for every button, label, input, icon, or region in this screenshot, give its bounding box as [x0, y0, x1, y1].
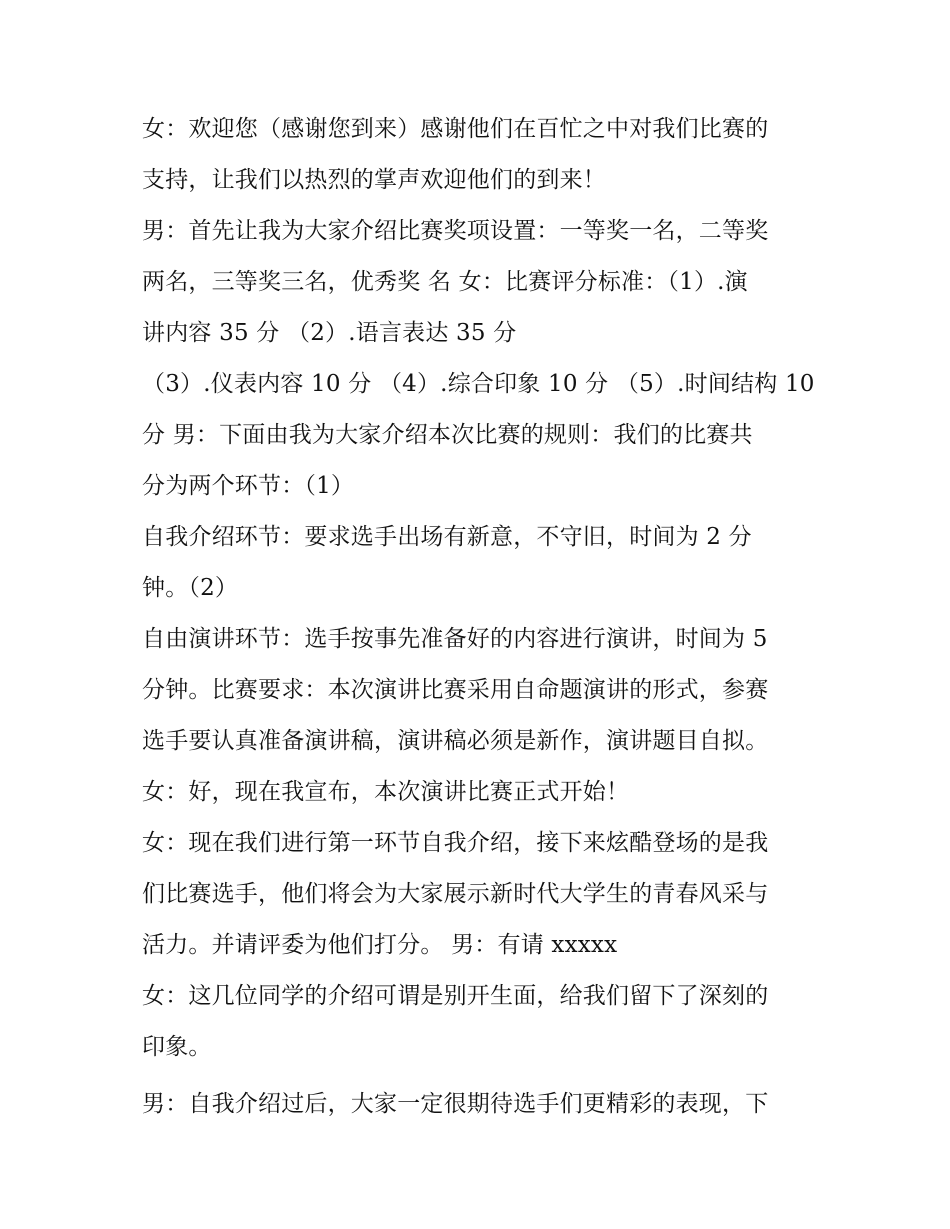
text-line: 活力。并请评委为他们打分。 男：有请 xxxxx	[142, 932, 618, 958]
text-line: 男：自我介绍过后，大家一定很期待选手们更精彩的表现，下	[142, 1091, 769, 1117]
text-line: 女：现在我们进行第一环节自我介绍，接下来炫酷登场的是我	[142, 830, 769, 856]
text-line: 分钟。比赛要求：本次演讲比赛采用自命题演讲的形式，参赛	[142, 677, 769, 703]
text-line: 自由演讲环节：选手按事先准备好的内容进行演讲，时间为 5	[142, 626, 768, 652]
text-line: 讲内容 35 分 （2）.语言表达 35 分	[142, 320, 517, 346]
text-line: 们比赛选手，他们将会为大家展示新时代大学生的青春风采与	[142, 881, 769, 907]
text-line: 自我介绍环节：要求选手出场有新意，不守旧，时间为 2 分	[142, 524, 752, 550]
text-line: 女：好，现在我宣布，本次演讲比赛正式开始！	[142, 779, 630, 805]
text-line: 支持，让我们以热烈的掌声欢迎他们的到来！	[142, 167, 606, 193]
text-line: 印象。	[142, 1034, 212, 1060]
text-line: 选手要认真准备演讲稿，演讲稿必须是新作，演讲题目自拟。	[142, 728, 769, 754]
text-line: （3）.仪表内容 10 分 （4）.综合印象 10 分 （5）.时间结构 10	[142, 371, 815, 397]
text-line: 男：首先让我为大家介绍比赛奖项设置：一等奖一名，二等奖	[142, 218, 769, 244]
text-line: 钟。（2）	[142, 575, 239, 601]
text-line: 女：这几位同学的介绍可谓是别开生面，给我们留下了深刻的	[142, 983, 769, 1009]
text-line: 分为两个环节：（1）	[142, 473, 355, 499]
text-line: 女：欢迎您（感谢您到来）感谢他们在百忙之中对我们比赛的	[142, 116, 769, 142]
text-line: 分 男：下面由我为大家介绍本次比赛的规则：我们的比赛共	[142, 422, 753, 448]
document-body	[142, 104, 822, 1130]
text-line: 两名，三等奖三名，优秀奖 名 女：比赛评分标准：（1）.演	[142, 269, 748, 295]
